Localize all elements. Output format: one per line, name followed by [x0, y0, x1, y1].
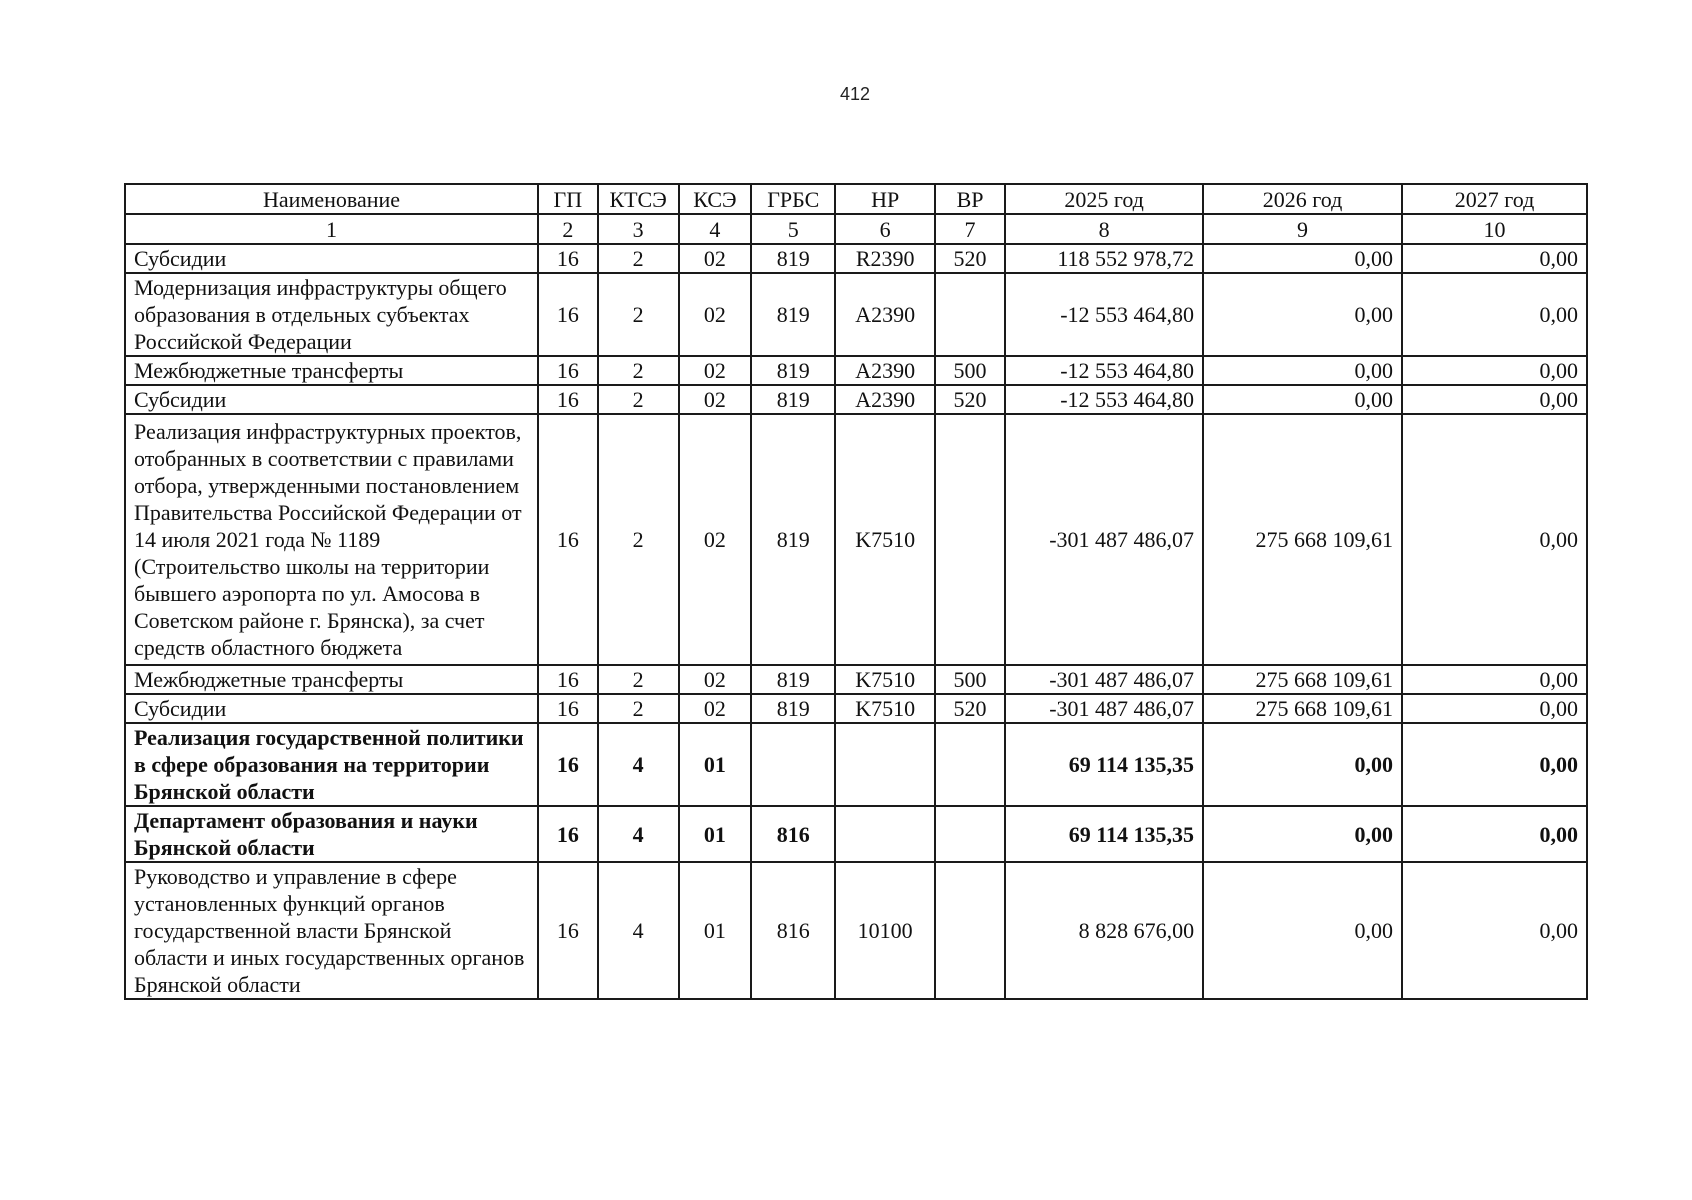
cell-kse: 02: [679, 665, 751, 694]
cell-gp: 16: [538, 862, 597, 999]
cell-2027: 0,00: [1402, 694, 1587, 723]
cell-nr: [835, 723, 934, 806]
cell-nr: K7510: [835, 694, 934, 723]
cell-2026: 0,00: [1203, 723, 1402, 806]
column-number: 9: [1203, 214, 1402, 244]
cell-grbs: 819: [751, 694, 835, 723]
cell-nr: [835, 806, 934, 862]
header-cell-vr: ВР: [935, 184, 1005, 214]
table-row: [125, 723, 1587, 806]
header-cell-kse: КСЭ: [679, 184, 751, 214]
header-cell-gp: ГП: [538, 184, 597, 214]
cell-2025: -301 487 486,07: [1005, 414, 1203, 665]
cell-kse: 02: [679, 356, 751, 385]
cell-gp: 16: [538, 385, 597, 414]
cell-kse: 02: [679, 385, 751, 414]
table-row: [125, 806, 1587, 862]
header-cell-2027: 2027 год: [1402, 184, 1587, 214]
cell-gp: 16: [538, 694, 597, 723]
cell-2027: 0,00: [1402, 273, 1587, 356]
cell-kse: 02: [679, 414, 751, 665]
table-row: [125, 273, 1587, 356]
cell-name: Департамент образования и науки Брянской области: [125, 806, 538, 862]
cell-kse: 01: [679, 862, 751, 999]
cell-grbs: 819: [751, 273, 835, 356]
cell-grbs: [751, 723, 835, 806]
cell-grbs: 819: [751, 356, 835, 385]
cell-2026: 275 668 109,61: [1203, 665, 1402, 694]
table-row: [125, 244, 1587, 273]
table-header: [125, 184, 1587, 244]
cell-name: Межбюджетные трансферты: [125, 356, 538, 385]
cell-vr: [935, 414, 1005, 665]
header-cell-name: Наименование: [125, 184, 538, 214]
cell-2026: 0,00: [1203, 806, 1402, 862]
cell-nr: A2390: [835, 273, 934, 356]
cell-ktse: 2: [598, 356, 679, 385]
cell-2026: 275 668 109,61: [1203, 414, 1402, 665]
cell-kse: 01: [679, 723, 751, 806]
cell-nr: 10100: [835, 862, 934, 999]
table-row: [125, 694, 1587, 723]
cell-ktse: 2: [598, 244, 679, 273]
column-number: 3: [598, 214, 679, 244]
column-number: 5: [751, 214, 835, 244]
cell-gp: 16: [538, 273, 597, 356]
cell-vr: 520: [935, 694, 1005, 723]
cell-vr: 500: [935, 356, 1005, 385]
cell-vr: [935, 723, 1005, 806]
cell-grbs: 816: [751, 806, 835, 862]
cell-2025: 118 552 978,72: [1005, 244, 1203, 273]
column-number: 8: [1005, 214, 1203, 244]
header-cell-2026: 2026 год: [1203, 184, 1402, 214]
column-number-row: [125, 214, 1587, 244]
cell-nr: K7510: [835, 665, 934, 694]
cell-ktse: 2: [598, 414, 679, 665]
cell-gp: 16: [538, 244, 597, 273]
cell-gp: 16: [538, 414, 597, 665]
header-cell-ktse: КТСЭ: [598, 184, 679, 214]
cell-ktse: 4: [598, 862, 679, 999]
column-number: 1: [125, 214, 538, 244]
cell-2025: -301 487 486,07: [1005, 665, 1203, 694]
cell-2027: 0,00: [1402, 665, 1587, 694]
cell-ktse: 2: [598, 273, 679, 356]
cell-2025: -12 553 464,80: [1005, 356, 1203, 385]
cell-gp: 16: [538, 806, 597, 862]
table-row: [125, 385, 1587, 414]
cell-grbs: 819: [751, 414, 835, 665]
cell-ktse: 2: [598, 694, 679, 723]
budget-table: [124, 183, 1588, 1000]
cell-name: Реализация государственной политики в сфере образования на территории Брянской области: [125, 723, 538, 806]
cell-2027: 0,00: [1402, 414, 1587, 665]
cell-kse: 02: [679, 273, 751, 356]
cell-vr: 520: [935, 385, 1005, 414]
cell-2027: 0,00: [1402, 385, 1587, 414]
cell-ktse: 4: [598, 723, 679, 806]
cell-name: Реализация инфраструктурных проектов, отобранных в соответствии с правилами отбора, утвержденными постановлением Правительства Российской Федерации от 14 июля 2021 года № 1189 (Строительство школы на территории бывшего аэропорта по ул. Амосова в Советском районе г. Брянска), за счет средств областного бюджета: [125, 414, 538, 665]
cell-grbs: 816: [751, 862, 835, 999]
page-number: 412: [839, 84, 871, 104]
table-row: [125, 862, 1587, 999]
cell-vr: [935, 806, 1005, 862]
cell-kse: 02: [679, 244, 751, 273]
cell-ktse: 2: [598, 385, 679, 414]
cell-2026: 0,00: [1203, 862, 1402, 999]
cell-kse: 01: [679, 806, 751, 862]
cell-2025: -12 553 464,80: [1005, 385, 1203, 414]
column-number: 6: [835, 214, 934, 244]
cell-name: Субсидии: [125, 694, 538, 723]
cell-2026: 275 668 109,61: [1203, 694, 1402, 723]
header-cell-2025: 2025 год: [1005, 184, 1203, 214]
table-body: [125, 244, 1587, 999]
cell-2025: 69 114 135,35: [1005, 723, 1203, 806]
cell-nr: A2390: [835, 385, 934, 414]
column-number: 10: [1402, 214, 1587, 244]
cell-vr: [935, 862, 1005, 999]
cell-name: Модернизация инфраструктуры общего образования в отдельных субъектах Российской Федерации: [125, 273, 538, 356]
cell-ktse: 4: [598, 806, 679, 862]
cell-2025: 69 114 135,35: [1005, 806, 1203, 862]
table-row: [125, 414, 1587, 665]
cell-grbs: 819: [751, 665, 835, 694]
cell-2026: 0,00: [1203, 244, 1402, 273]
table-row: [125, 665, 1587, 694]
cell-2027: 0,00: [1402, 356, 1587, 385]
cell-2027: 0,00: [1402, 244, 1587, 273]
cell-nr: A2390: [835, 356, 934, 385]
cell-ktse: 2: [598, 665, 679, 694]
cell-name: Субсидии: [125, 244, 538, 273]
cell-2026: 0,00: [1203, 273, 1402, 356]
column-number: 2: [538, 214, 597, 244]
cell-name: Субсидии: [125, 385, 538, 414]
header-cell-nr: НР: [835, 184, 934, 214]
column-number: 4: [679, 214, 751, 244]
cell-2025: -12 553 464,80: [1005, 273, 1203, 356]
cell-nr: K7510: [835, 414, 934, 665]
cell-name: Руководство и управление в сфере установленных функций органов государственной власти Брянской области и иных государственных органов Брянской области: [125, 862, 538, 999]
cell-2027: 0,00: [1402, 806, 1587, 862]
table-row: [125, 356, 1587, 385]
cell-nr: R2390: [835, 244, 934, 273]
cell-2027: 0,00: [1402, 723, 1587, 806]
cell-kse: 02: [679, 694, 751, 723]
cell-vr: [935, 273, 1005, 356]
cell-2026: 0,00: [1203, 356, 1402, 385]
cell-grbs: 819: [751, 244, 835, 273]
cell-gp: 16: [538, 356, 597, 385]
cell-2025: 8 828 676,00: [1005, 862, 1203, 999]
cell-2027: 0,00: [1402, 862, 1587, 999]
cell-vr: 520: [935, 244, 1005, 273]
cell-grbs: 819: [751, 385, 835, 414]
cell-2026: 0,00: [1203, 385, 1402, 414]
header-cell-grbs: ГРБС: [751, 184, 835, 214]
cell-vr: 500: [935, 665, 1005, 694]
cell-2025: -301 487 486,07: [1005, 694, 1203, 723]
header-row: [125, 184, 1587, 214]
cell-gp: 16: [538, 665, 597, 694]
cell-name: Межбюджетные трансферты: [125, 665, 538, 694]
column-number: 7: [935, 214, 1005, 244]
cell-gp: 16: [538, 723, 597, 806]
